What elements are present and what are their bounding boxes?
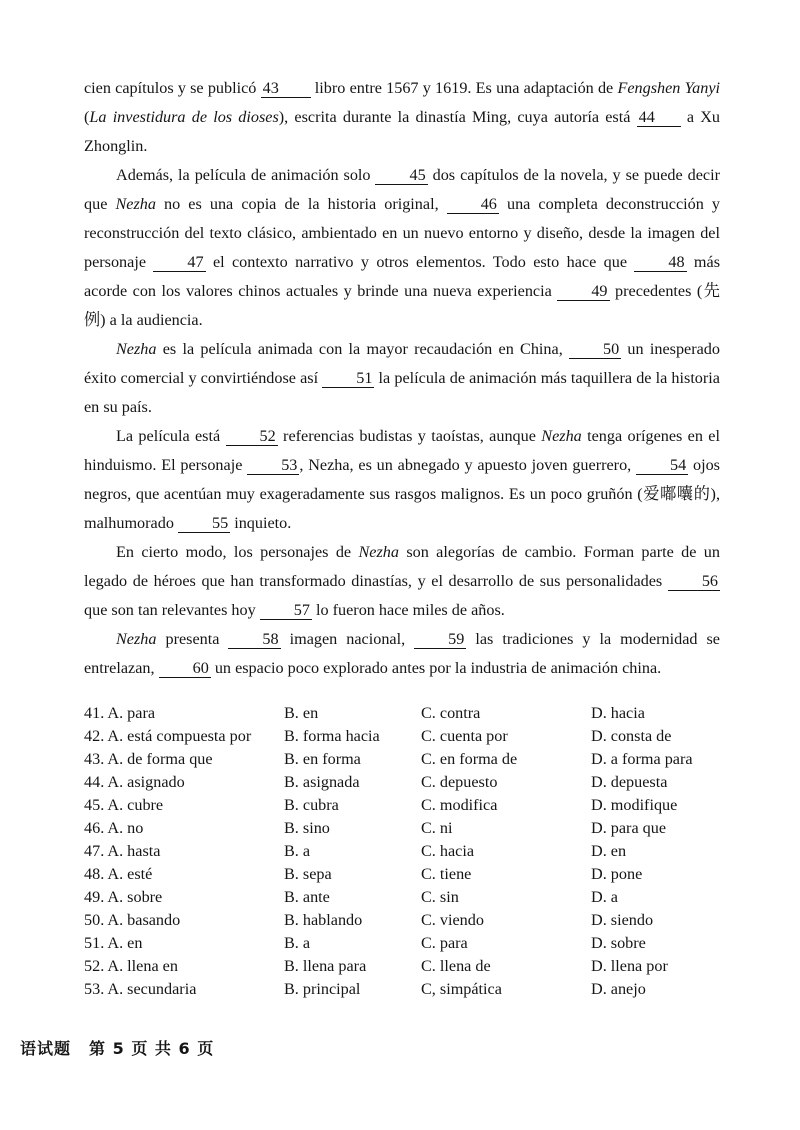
option-d: D. anejo (591, 980, 646, 998)
option-b: B. asignada (284, 773, 360, 791)
blank-53: 53 (247, 456, 299, 475)
text: el contexto narrativo y otros elementos. Todo esto hace que (205, 253, 635, 271)
option-c: C. para (421, 934, 468, 952)
option-c: C. ni (421, 819, 453, 837)
option-row-46 (84, 817, 744, 840)
text: ( (84, 108, 90, 126)
text: ojos negros, que acentúan muy exageradamente sus rasgos malignos. Es un poco gruñón (爱嘟囔的), malhumorado (84, 456, 720, 532)
option-b: B. a (284, 934, 311, 952)
blank-46: 46 (447, 195, 499, 214)
option-row-45 (84, 794, 744, 817)
option-d: D. consta de (591, 727, 672, 745)
blank-43: 43 (261, 79, 311, 98)
blank-52: 52 (226, 427, 278, 446)
answer-options (84, 702, 744, 1001)
text: un inesperado éxito comercial y convirtiéndose así (84, 340, 720, 387)
text: referencias budistas y taoístas, aunque (277, 427, 542, 445)
option-d: D. siendo (591, 911, 654, 929)
option-a: 42. A. está compuesta por (84, 727, 252, 745)
text: inquieto. (230, 514, 292, 532)
option-c: C. viendo (421, 911, 484, 929)
text: son alegorías de cambio. Forman parte de un legado de héroes que han transformado dinastías, y el desarrollo de sus personalidades (84, 543, 720, 590)
text: no es una copia de la historia original, (155, 195, 447, 213)
blank-59: 59 (414, 630, 466, 649)
option-b: B. en forma (284, 750, 361, 768)
option-b: B. principal (284, 980, 361, 998)
option-a: 43. A. de forma que (84, 750, 213, 768)
text: precedentes (先例) a la audiencia. (84, 282, 720, 329)
text: tenga orígenes en el hinduismo. El personaje (84, 427, 720, 474)
option-a: 50. A. basando (84, 911, 181, 929)
option-d: D. hacia (591, 704, 645, 722)
option-row-41 (84, 702, 744, 725)
option-d: D. a (591, 888, 618, 906)
reading-passage (84, 74, 720, 683)
text: dos capítulos de la novela, y se puede decir que (84, 166, 720, 213)
option-d: D. para que (591, 819, 667, 837)
blank-48: 48 (634, 253, 686, 272)
option-a: 49. A. sobre (84, 888, 163, 906)
blank-56: 56 (668, 572, 720, 591)
text: una completa deconstrucción y reconstrucción del texto clásico, ambientado en un nuevo entorno y diseño, desde la imagen del personaje (84, 195, 721, 271)
option-b: B. en (284, 704, 319, 722)
text: la película de animación más taquillera de la historia en su país. (84, 369, 720, 416)
italic-title: La investidura de los dioses (89, 108, 279, 126)
blank-54: 54 (636, 456, 688, 475)
option-c: C. en forma de (421, 750, 518, 768)
option-row-50 (84, 909, 744, 932)
text: ), escrita durante la dinastía Ming, cuya autoría está (278, 108, 637, 126)
blank-44: 44 (637, 108, 681, 127)
text: En cierto modo, los personajes de (116, 543, 359, 561)
page-footer (20, 1034, 214, 1063)
italic-title: Nezha (115, 195, 156, 213)
option-d: D. modifique (591, 796, 678, 814)
text: las tradiciones y la modernidad se entrelazan, (84, 630, 720, 677)
option-row-48 (84, 863, 744, 886)
text: que son tan relevantes hoy (84, 601, 260, 619)
paragraph-5 (84, 538, 720, 625)
option-a: 41. A. para (84, 704, 156, 722)
option-row-51 (84, 932, 744, 955)
option-d: D. a forma para (591, 750, 693, 768)
option-d: D. en (591, 842, 627, 860)
blank-60: 60 (159, 659, 211, 678)
italic-title: Nezha (541, 427, 582, 445)
text: un espacio poco explorado antes por la industria de animación china. (210, 659, 662, 677)
paragraph-1 (84, 74, 720, 161)
italic-title: Fengshen Yanyi (617, 79, 720, 97)
option-a: 53. A. secundaria (84, 980, 197, 998)
option-c: C, simpática (421, 980, 502, 998)
option-b: B. sepa (284, 865, 332, 883)
italic-title: Nezha (358, 543, 399, 561)
option-c: C. cuenta por (421, 727, 508, 745)
blank-57: 57 (260, 601, 312, 620)
option-a: 48. A. esté (84, 865, 153, 883)
option-a: 45. A. cubre (84, 796, 164, 814)
option-d: D. sobre (591, 934, 646, 952)
option-b: B. cubra (284, 796, 339, 814)
option-a: 51. A. en (84, 934, 143, 952)
option-c: C. tiene (421, 865, 472, 883)
option-c: C. llena de (421, 957, 491, 975)
option-b: B. ante (284, 888, 330, 906)
text: lo fueron hace miles de años. (311, 601, 505, 619)
option-c: C. depuesto (421, 773, 498, 791)
option-c: C. sin (421, 888, 459, 906)
text: , Nezha, es un abnegado y apuesto joven guerrero, (299, 456, 637, 474)
page-suffix: 页 (197, 1039, 215, 1058)
option-d: D. pone (591, 865, 643, 883)
text: cien capítulos y se publicó (84, 79, 261, 97)
text: a Xu Zhonglin. (84, 108, 720, 155)
text: libro entre 1567 y 1619. Es una adaptación de (310, 79, 618, 97)
paragraph-6 (84, 625, 720, 683)
blank-58: 58 (228, 630, 280, 649)
page-total: 6 (178, 1039, 191, 1058)
option-d: D. depuesta (591, 773, 668, 791)
option-b: B. forma hacia (284, 727, 380, 745)
option-b: B. hablando (284, 911, 363, 929)
paragraph-2 (84, 161, 720, 335)
blank-47: 47 (153, 253, 205, 272)
italic-title: Nezha (116, 340, 157, 358)
exam-subject: 语试题 (20, 1039, 72, 1058)
option-b: B. sino (284, 819, 330, 837)
option-c: C. hacia (421, 842, 475, 860)
option-row-44 (84, 771, 744, 794)
paragraph-4 (84, 422, 720, 538)
blank-45: 45 (375, 166, 427, 185)
page-prefix: 第 (89, 1039, 107, 1058)
text: es la película animada con la mayor recaudación en China, (156, 340, 569, 358)
text: La película está (116, 427, 226, 445)
option-c: C. contra (421, 704, 481, 722)
text: más acorde con los valores chinos actuales y brinde una nueva experiencia (84, 253, 720, 300)
text: presenta (156, 630, 229, 648)
blank-50: 50 (569, 340, 621, 359)
option-b: B. llena para (284, 957, 367, 975)
option-row-43 (84, 748, 744, 771)
option-row-49 (84, 886, 744, 909)
paragraph-3 (84, 335, 720, 422)
option-row-53 (84, 978, 744, 1001)
option-b: B. a (284, 842, 311, 860)
option-a: 47. A. hasta (84, 842, 161, 860)
option-a: 46. A. no (84, 819, 144, 837)
text: imagen nacional, (280, 630, 415, 648)
page-mid: 页 共 (131, 1039, 172, 1058)
option-row-42 (84, 725, 744, 748)
option-row-47 (84, 840, 744, 863)
blank-55: 55 (178, 514, 230, 533)
page-number: 5 (112, 1039, 125, 1058)
text: Además, la película de animación solo (116, 166, 376, 184)
option-a: 52. A. llena en (84, 957, 178, 975)
option-row-52 (84, 955, 744, 978)
option-c: C. modifica (421, 796, 498, 814)
blank-51: 51 (322, 369, 374, 388)
option-a: 44. A. asignado (84, 773, 185, 791)
option-d: D. llena por (591, 957, 668, 975)
italic-title: Nezha (116, 630, 157, 648)
blank-49: 49 (557, 282, 609, 301)
